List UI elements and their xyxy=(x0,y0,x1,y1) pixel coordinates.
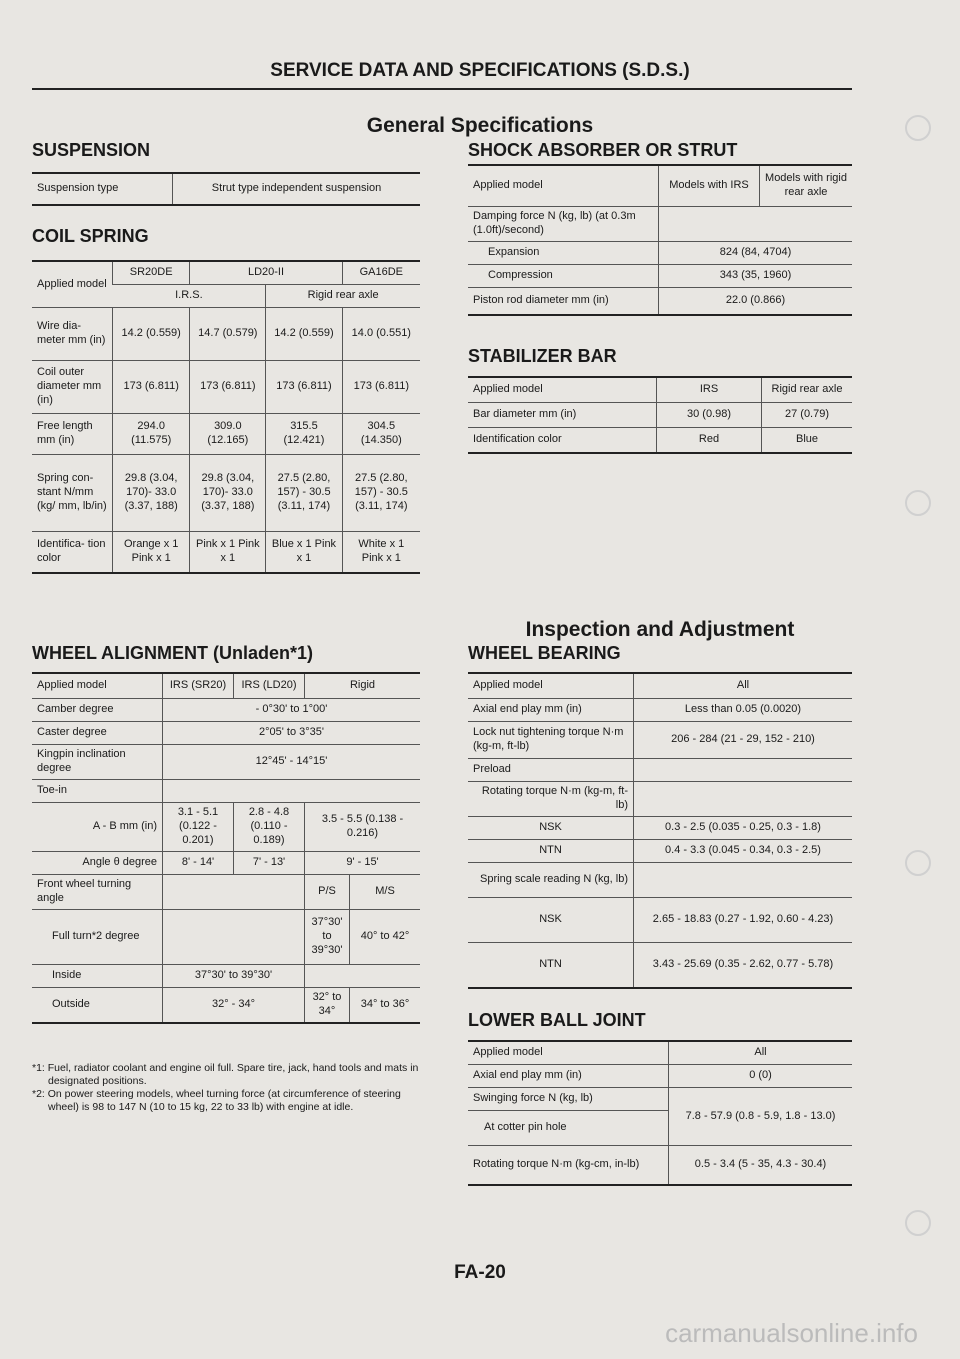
align-outside-value: 32° - 34° xyxy=(163,988,305,1024)
wheel-bearing-title: WHEEL BEARING xyxy=(468,643,621,663)
coil-cell: 304.5 (14.350) xyxy=(342,414,420,455)
align-full-blank xyxy=(163,910,305,965)
punch-hole xyxy=(905,850,931,876)
align-turning-blank xyxy=(163,875,305,910)
coil-row-label: Free length mm (in) xyxy=(32,414,113,455)
shock-absorber-title: SHOCK ABSORBER OR STRUT xyxy=(468,140,738,160)
coil-row-label: Wire dia- meter mm (in) xyxy=(32,308,113,361)
bearing-ntn-label: NTN xyxy=(468,840,634,863)
inspection-heading: Inspection and Adjustment xyxy=(525,618,795,641)
shock-col-rigid: Models with rigid rear axle xyxy=(760,165,853,207)
coil-cell: 309.0 (12.165) xyxy=(190,414,266,455)
shock-damping-blank xyxy=(659,207,853,242)
coil-cell: 29.8 (3.04, 170)- 33.0 (3.37, 188) xyxy=(113,455,190,532)
align-angle-rigid: 9' - 15' xyxy=(305,852,421,875)
bearing-lock-value: 206 - 284 (21 - 29, 152 - 210) xyxy=(634,722,853,759)
align-col-ld20: IRS (LD20) xyxy=(234,673,305,699)
header-rule xyxy=(32,88,852,90)
align-camber-label: Camber degree xyxy=(32,699,163,722)
stabilizer-color-label: Identification color xyxy=(468,428,657,454)
watermark: carmanualsonline.info xyxy=(665,1318,918,1348)
bearing-nsk2-label: NSK xyxy=(468,898,634,943)
bearing-ntn-value: 0.4 - 3.3 (0.045 - 0.34, 0.3 - 2.5) xyxy=(634,840,853,863)
coil-spring-table xyxy=(32,260,420,574)
coil-cell: White x 1 Pink x 1 xyxy=(342,532,420,574)
bearing-lock-label: Lock nut tightening torque N·m (kg-m, ft-lb) xyxy=(468,722,634,759)
bearing-applied-label: Applied model xyxy=(468,673,634,699)
coil-row-label: Coil outer diameter mm (in) xyxy=(32,361,113,414)
align-caster-label: Caster degree xyxy=(32,722,163,745)
bearing-preload-blank xyxy=(634,759,853,782)
shock-absorber-table xyxy=(468,164,852,316)
coil-model-ga16de: GA16DE xyxy=(342,261,420,285)
align-inside-blank xyxy=(305,965,421,988)
bearing-all: All xyxy=(634,673,853,699)
coil-cell: 173 (6.811) xyxy=(113,361,190,414)
shock-piston-value: 22.0 (0.866) xyxy=(659,288,853,316)
suspension-type-label: Suspension type xyxy=(32,173,173,205)
coil-cell: 27.5 (2.80, 157) - 30.5 (3.11, 174) xyxy=(266,455,342,532)
punch-hole xyxy=(905,1210,931,1236)
footnote: *1: Fuel, radiator coolant and engine oil full. Spare tire, jack, hand tools and mats in designated positions. xyxy=(32,1062,419,1088)
shock-compression-value: 343 (35, 1960) xyxy=(659,265,853,288)
suspension-table xyxy=(32,172,420,206)
coil-cell: Pink x 1 Pink x 1 xyxy=(190,532,266,574)
coil-rigid-label: Rigid rear axle xyxy=(266,285,420,308)
bearing-rot-label: Rotating torque N·m (kg-m, ft-lb) xyxy=(468,782,634,817)
ball-rot-value: 0.5 - 3.4 (5 - 35, 4.3 - 30.4) xyxy=(669,1146,853,1186)
align-ab-ld20: 2.8 - 4.8 (0.110 - 0.189) xyxy=(234,803,305,852)
align-applied-label: Applied model xyxy=(32,673,163,699)
align-angle-ld20: 7' - 13' xyxy=(234,852,305,875)
stabilizer-applied-label: Applied model xyxy=(468,377,657,403)
stabilizer-title: STABILIZER BAR xyxy=(468,346,617,366)
coil-irs-label: I.R.S. xyxy=(113,285,266,308)
align-col-rigid: Rigid xyxy=(305,673,421,699)
align-inside-value: 37°30' to 39°30' xyxy=(163,965,305,988)
bearing-preload-label: Preload xyxy=(468,759,634,782)
shock-expansion-label: Expansion xyxy=(468,242,659,265)
align-angle-sr20: 8' - 14' xyxy=(163,852,234,875)
coil-row-label: Identifica- tion color xyxy=(32,532,113,574)
ball-all: All xyxy=(669,1041,853,1065)
align-caster-value: 2°05' to 3°35' xyxy=(163,722,421,745)
suspension-title: SUSPENSION xyxy=(32,140,151,160)
coil-cell: 294.0 (11.575) xyxy=(113,414,190,455)
wheel-bearing-table xyxy=(468,672,852,989)
align-full-ms: 40° to 42° xyxy=(350,910,421,965)
align-ps-label: P/S xyxy=(305,875,350,910)
shock-piston-label: Piston rod diameter mm (in) xyxy=(468,288,659,316)
stabilizer-color-irs: Red xyxy=(657,428,762,454)
align-full-label: Full turn*2 degree xyxy=(32,910,163,965)
align-toein-blank xyxy=(163,780,421,803)
shock-applied-label: Applied model xyxy=(468,165,659,207)
general-specs-heading: General Specifications xyxy=(366,114,594,137)
punch-hole xyxy=(905,490,931,516)
bearing-nsk2-value: 2.65 - 18.83 (0.27 - 1.92, 0.60 - 4.23) xyxy=(634,898,853,943)
bearing-spring-label: Spring scale reading N (kg, lb) xyxy=(468,863,634,898)
footnote: *2: On power steering models, wheel turning force (at circumference of steering wheel) is 98 to 147 N (10 to 15 kg, 22 to 33 lb) with engine at idle. xyxy=(32,1088,401,1114)
coil-cell: 173 (6.811) xyxy=(266,361,342,414)
stabilizer-col-rigid: Rigid rear axle xyxy=(762,377,853,403)
align-inside-label: Inside xyxy=(32,965,163,988)
wheel-alignment-table xyxy=(32,672,420,1024)
align-col-sr20: IRS (SR20) xyxy=(163,673,234,699)
align-turning-label: Front wheel turning angle xyxy=(32,875,163,910)
align-angle-label: Angle θ degree xyxy=(32,852,163,875)
coil-cell: 173 (6.811) xyxy=(190,361,266,414)
shock-col-irs: Models with IRS xyxy=(659,165,760,207)
stabilizer-color-rigid: Blue xyxy=(762,428,853,454)
align-kingpin-label: Kingpin inclination degree xyxy=(32,745,163,780)
bearing-ntn2-label: NTN xyxy=(468,943,634,989)
coil-model-ld20: LD20-II xyxy=(190,261,342,285)
ball-joint-table xyxy=(468,1040,852,1186)
ball-rot-label: Rotating torque N·m (kg-cm, in-lb) xyxy=(468,1146,669,1186)
align-ms-label: M/S xyxy=(350,875,421,910)
bearing-axial-value: Less than 0.05 (0.0020) xyxy=(634,699,853,722)
coil-spring-title: COIL SPRING xyxy=(32,226,149,246)
coil-cell: 315.5 (12.421) xyxy=(266,414,342,455)
align-ab-rigid: 3.5 - 5.5 (0.138 - 0.216) xyxy=(305,803,421,852)
align-ab-label: A - B mm (in) xyxy=(32,803,163,852)
align-ab-sr20: 3.1 - 5.1 (0.122 - 0.201) xyxy=(163,803,234,852)
ball-applied-label: Applied model xyxy=(468,1041,669,1065)
align-outside-ms: 34° to 36° xyxy=(350,988,421,1024)
coil-cell: Blue x 1 Pink x 1 xyxy=(266,532,342,574)
stabilizer-col-irs: IRS xyxy=(657,377,762,403)
coil-cell: 14.0 (0.551) xyxy=(342,308,420,361)
shock-expansion-value: 824 (84, 4704) xyxy=(659,242,853,265)
wheel-alignment-title: WHEEL ALIGNMENT (Unladen*1) xyxy=(32,643,314,663)
coil-cell: 14.7 (0.579) xyxy=(190,308,266,361)
bearing-nsk-value: 0.3 - 2.5 (0.035 - 0.25, 0.3 - 1.8) xyxy=(634,817,853,840)
coil-cell: 173 (6.811) xyxy=(342,361,420,414)
coil-applied-model-label: Applied model xyxy=(32,261,113,308)
coil-cell: 14.2 (0.559) xyxy=(266,308,342,361)
bearing-axial-label: Axial end play mm (in) xyxy=(468,699,634,722)
shock-damping-label: Damping force N (kg, lb) (at 0.3m (1.0ft)/second) xyxy=(468,207,659,242)
align-outside-label: Outside xyxy=(32,988,163,1024)
align-camber-value: - 0°30' to 1°00' xyxy=(163,699,421,722)
alignment-footnotes xyxy=(32,1062,422,1115)
align-toein-label: Toe-in xyxy=(32,780,163,803)
coil-cell: 27.5 (2.80, 157) - 30.5 (3.11, 174) xyxy=(342,455,420,532)
page-header: SERVICE DATA AND SPECIFICATIONS (S.D.S.) xyxy=(270,60,690,81)
punch-hole xyxy=(905,115,931,141)
bearing-spring-blank xyxy=(634,863,853,898)
coil-cell: 14.2 (0.559) xyxy=(113,308,190,361)
stabilizer-bar-rigid: 27 (0.79) xyxy=(762,403,853,428)
stabilizer-bar-label: Bar diameter mm (in) xyxy=(468,403,657,428)
bearing-ntn2-value: 3.43 - 25.69 (0.35 - 2.62, 0.77 - 5.78) xyxy=(634,943,853,989)
ball-cotter-label: At cotter pin hole xyxy=(468,1111,669,1146)
shock-compression-label: Compression xyxy=(468,265,659,288)
ball-joint-title: LOWER BALL JOINT xyxy=(468,1010,646,1030)
bearing-rot-blank xyxy=(634,782,853,817)
coil-cell: Orange x 1 Pink x 1 xyxy=(113,532,190,574)
stabilizer-table xyxy=(468,376,852,454)
page-number: FA-20 xyxy=(454,1262,506,1283)
coil-row-label: Spring con- stant N/mm (kg/ mm, lb/in) xyxy=(32,455,113,532)
align-outside-ps: 32° to 34° xyxy=(305,988,350,1024)
ball-cotter-value: 7.8 - 57.9 (0.8 - 5.9, 1.8 - 13.0) xyxy=(669,1088,853,1146)
coil-cell: 29.8 (3.04, 170)- 33.0 (3.37, 188) xyxy=(190,455,266,532)
align-full-ps: 37°30' to 39°30' xyxy=(305,910,350,965)
stabilizer-bar-irs: 30 (0.98) xyxy=(657,403,762,428)
ball-axial-label: Axial end play mm (in) xyxy=(468,1065,669,1088)
coil-model-sr20de: SR20DE xyxy=(113,261,190,285)
ball-swing-label: Swinging force N (kg, lb) xyxy=(468,1088,669,1111)
suspension-type-value: Strut type independent suspension xyxy=(173,173,421,205)
ball-axial-value: 0 (0) xyxy=(669,1065,853,1088)
align-kingpin-value: 12°45' - 14°15' xyxy=(163,745,421,780)
bearing-nsk-label: NSK xyxy=(468,817,634,840)
